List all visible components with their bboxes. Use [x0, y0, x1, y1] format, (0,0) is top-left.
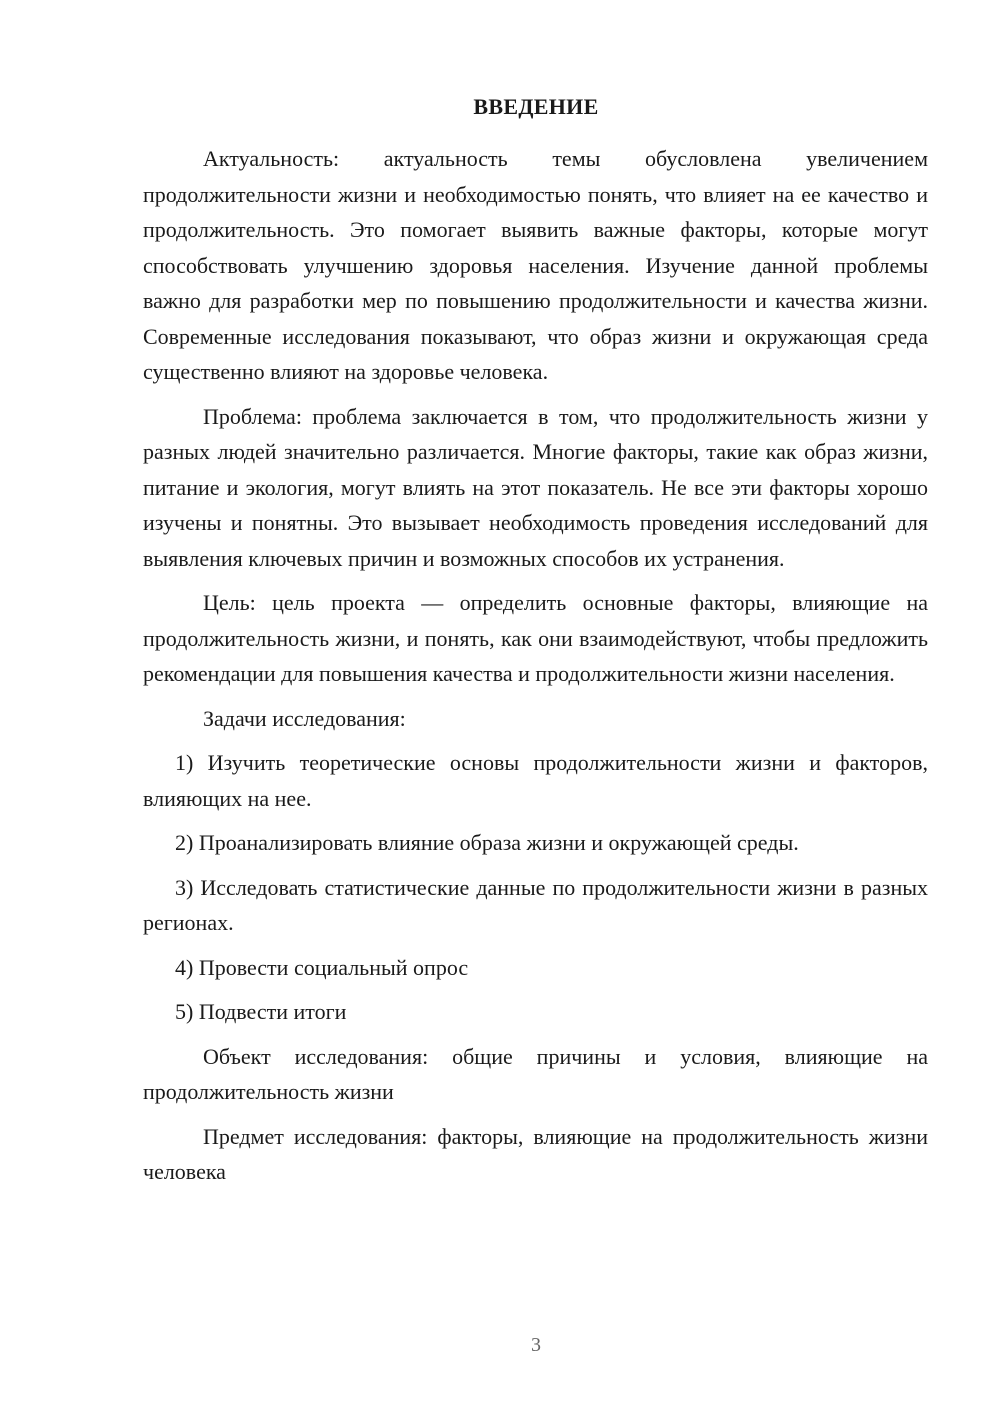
- goal-paragraph: Цель: цель проекта — определить основные факторы, влияющие на продолжительность жизни, и понять, как они взаимодействуют, чтобы предложить рекомендации для повышения качества и продолжительности жизни населения.: [143, 590, 928, 686]
- task-item-4: 4) Провести социальный опрос: [175, 954, 469, 980]
- relevance-paragraph: Актуальность: актуальность темы обусловлена увеличением продолжительности жизни и необходимостью понять, что влияет на ее качество и продолжительность. Это помогает выявить важные факторы, которые могут способствовать улучшению здоровья населения. Изучение данной проблемы важно для разработки мер по повышению продолжительности и качества жизни. Современные исследования показывают, что образ жизни и окружающая среда существенно влияют на здоровье человека.: [143, 146, 928, 384]
- subject-paragraph: Предмет исследования: факторы, влияющие на продолжительность жизни человека: [143, 1123, 928, 1184]
- page-heading: ВВЕДЕНИЕ: [473, 94, 599, 119]
- task-item-1: 1) Изучить теоретические основы продолжительности жизни и факторов, влияющих на нее.: [143, 750, 928, 811]
- task-item-5: 5) Подвести итоги: [175, 999, 347, 1024]
- problem-paragraph: Проблема: проблема заключается в том, что продолжительность жизни у разных людей значительно различается. Многие факторы, такие как образ жизни, питание и экология, могут влиять на этот показатель. Не все эти факторы хорошо изучены и понятны. Это вызывает необходимость проведения исследований для выявления ключевых причин и возможных способов их устранения.: [143, 403, 928, 571]
- task-item-2: 2) Проанализировать влияние образа жизни и окружающей среды.: [175, 830, 799, 855]
- object-paragraph: Объект исследования: общие причины и условия, влияющие на продолжительность жизни: [143, 1043, 928, 1104]
- tasks-title: Задачи исследования:: [203, 705, 406, 731]
- document-body: [143, 141, 928, 1190]
- task-item-3: 3) Исследовать статистические данные по продолжительности жизни в разных регионах.: [143, 874, 928, 935]
- page-number: 3: [531, 1334, 541, 1356]
